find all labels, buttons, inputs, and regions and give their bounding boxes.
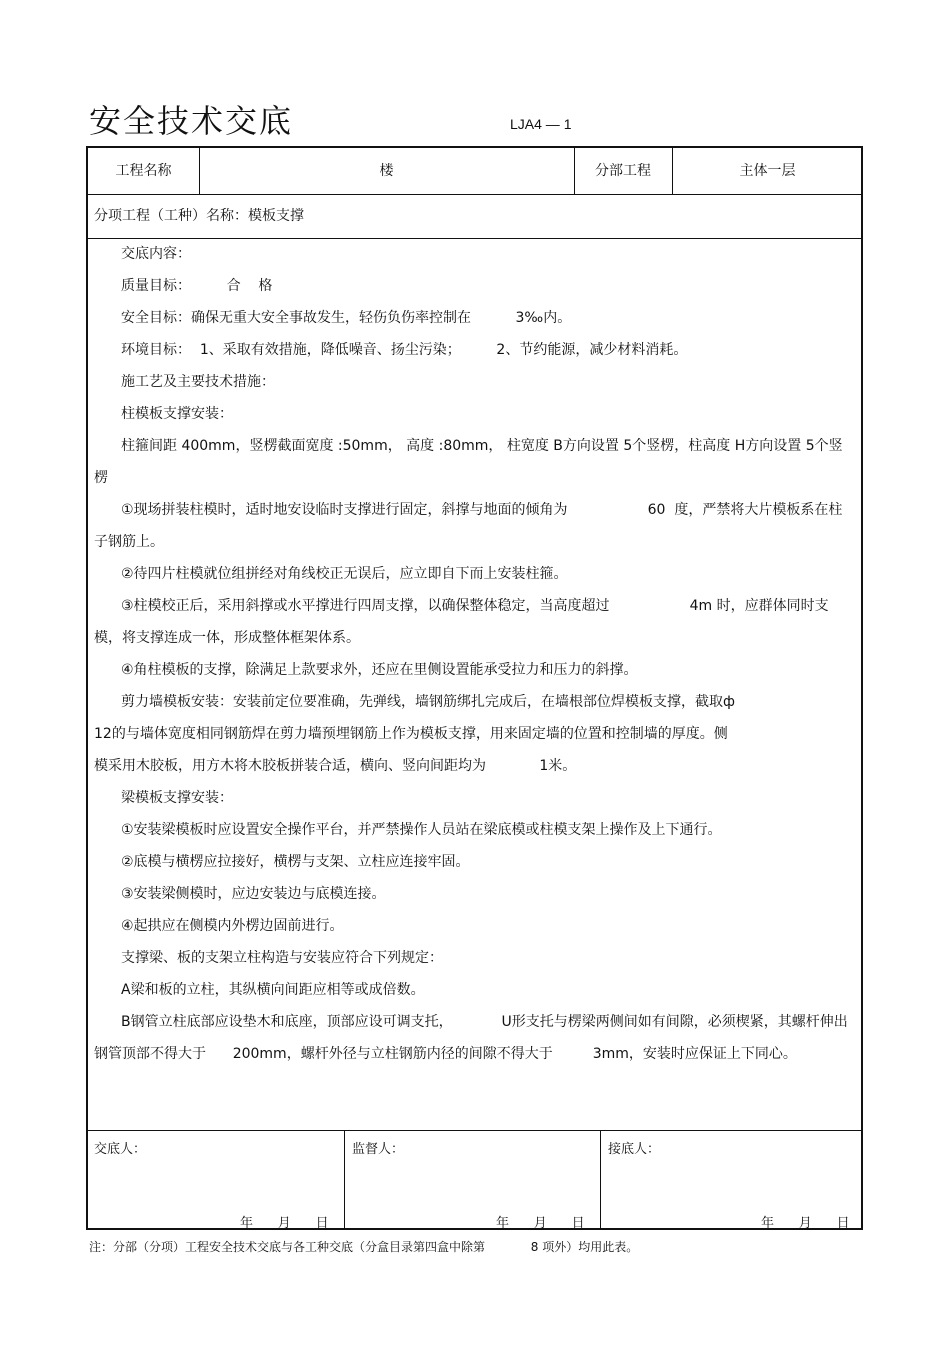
received-by-label: 接底人： [608, 1142, 661, 1157]
disclosure-form [86, 146, 863, 1230]
column-divider [600, 1130, 601, 1230]
date-field: 年 月 日 [240, 1216, 329, 1231]
content-line: 安全目标：确保无重大安全事故发生，轻伤负伤率控制在 3‰内。 [121, 310, 572, 326]
date-field: 年 月 日 [496, 1216, 585, 1231]
content-line: ④起拱应在侧模内外楞边固前进行。 [121, 918, 344, 934]
content-line: ③柱模校正后，采用斜撑或水平撑进行四周支撑，以确保整体稳定，当高度超过 4m 时，应群体同时支模，将支撑连成一体，形成整体框架体系。 [94, 598, 829, 646]
content-line: ①现场拼装柱模时，适时地安设临时支撑进行固定，斜撑与地面的倾角为 60 度，严禁将大片模板系在柱子钢筋上。 [94, 502, 843, 550]
division-label: 分部工程 [595, 163, 651, 179]
content-line: ②底模与横楞应拉接好，横楞与支架、立柱应连接牢固。 [121, 854, 470, 870]
content-line: A梁和板的立柱，其纵横向间距应相等或成倍数。 [121, 982, 425, 998]
project-name-value: 楼 [379, 163, 394, 179]
date-field: 年 月 日 [761, 1216, 850, 1231]
row-divider [88, 194, 861, 195]
project-name-label: 工程名称 [115, 163, 172, 179]
content-line: ④角柱模板的支撑，除满足上款要求外，还应在里侧设置能承受拉力和压力的斜撑。 [121, 662, 638, 678]
content-line: 12的与墙体宽度相同钢筋焊在剪力墙预埋钢筋上作为模板支撑，用来固定墙的位置和控制墙的厚度。侧 [94, 726, 728, 742]
disclosure-content [94, 238, 854, 1070]
content-line: 质量目标： 合 格 [121, 278, 273, 294]
content-line: 柱模板支撑安装： [121, 406, 233, 422]
subitem-name: 分项工程（工种）名称：模板支撑 [94, 208, 304, 224]
content-line: 支撑梁、板的支架立柱构造与安装应符合下列规定： [121, 950, 443, 966]
document-title: 安全技术交底 [89, 102, 294, 140]
content-line: 梁模板支撑安装： [121, 790, 233, 806]
row-divider [88, 1130, 861, 1131]
content-line: 环境目标： 1、采取有效措施，降低噪音、扬尘污染； 2、节约能源，减少材料消耗。 [121, 342, 688, 358]
content-line: 模采用木胶板，用方木将木胶板拼装合适，横向、竖向间距均为 1米。 [94, 758, 577, 774]
content-line: ③安装梁侧模时，应边安装边与底模连接。 [121, 886, 386, 902]
form-code: LJA4 — 1 [510, 116, 572, 132]
column-divider [344, 1130, 345, 1230]
content-line: 柱箍间距 400mm，竖楞截面宽度 :50mm， 高度 :80mm， 柱宽度 B方向设置 5个竖楞，柱高度 H方向设置 5个竖楞 [94, 438, 843, 486]
content-line: 交底内容： [121, 246, 191, 262]
content-line: ②待四片柱模就位组拼经对角线校正无误后，应立即自下而上安装柱箍。 [121, 566, 568, 582]
content-line: ①安装梁模板时应设置安全操作平台，并严禁操作人员站在梁底模或柱模支架上操作及上下通行。 [121, 822, 722, 838]
content-line: B钢管立柱底部应设垫木和底座，顶部应设可调支托， U形支托与楞梁两侧间如有间隙，必须楔紧，其螺杆伸出钢管顶部不得大于 200mm，螺杆外径与立柱钢筋内径的间隙不得大于 3mm，安装时应保证上下同心。 [94, 1014, 848, 1062]
content-line: 施工艺及主要技术措施： [121, 374, 275, 390]
division-value: 主体一层 [739, 163, 796, 179]
content-line: 剪力墙模板安装：安装前定位要准确，先弹线，墙钢筋绑扎完成后，在墙根部位焊模板支撑，截取ф [121, 694, 735, 710]
disclosed-by-label: 交底人： [94, 1142, 147, 1157]
supervisor-label: 监督人： [352, 1142, 405, 1157]
footer-note: 注：分部（分项）工程安全技术交底与各工种交底（分盒目录第四盒中除第 8 项外）均用此表。 [89, 1240, 639, 1254]
